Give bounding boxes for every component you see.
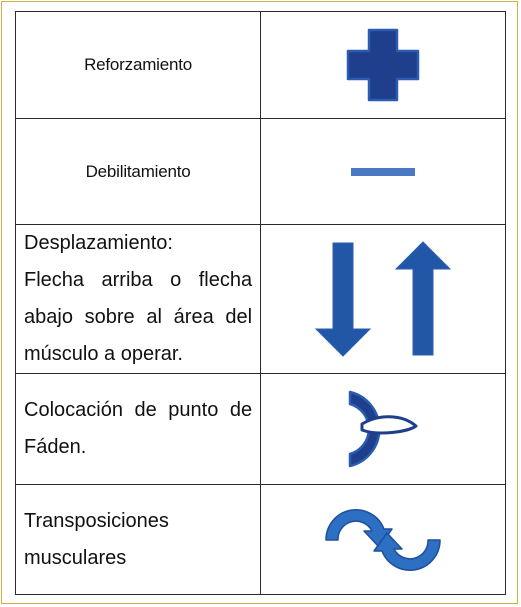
label-cell: [16, 374, 261, 485]
label-cell: [16, 485, 261, 595]
row-label-reforzamiento: Reforzamiento: [84, 55, 193, 74]
icon-cell: [261, 225, 506, 374]
table-row: [16, 374, 506, 485]
row-label-debilitamiento: Debilitamiento: [85, 161, 191, 181]
label-cell: [16, 225, 261, 374]
row-label-line-1: Desplazamiento:: [24, 232, 173, 254]
plus-icon: [343, 25, 423, 105]
table-row: [16, 12, 506, 119]
symbol-legend-table: [15, 11, 506, 595]
down-arrow-icon: [316, 243, 370, 356]
icon-cell: [261, 119, 506, 225]
table-row: [16, 225, 506, 374]
up-down-arrows-icon: [313, 239, 453, 359]
label-cell: [16, 12, 261, 119]
icon-cell: [261, 485, 506, 595]
label-cell: [16, 119, 261, 225]
circular-arrows-icon: [318, 495, 448, 585]
up-arrow-icon: [396, 242, 450, 355]
minus-icon: [348, 165, 418, 179]
table-row: [16, 119, 506, 225]
icon-cell: [261, 12, 506, 119]
row-label-line-2: Flecha arriba o flecha abajo sobre al área del músculo a operar.: [24, 269, 253, 365]
table-row: [16, 485, 506, 595]
row-label-desplazamiento: [16, 225, 260, 373]
row-label-faden: Colocación de punto de Fáden.: [24, 399, 253, 458]
rotate-arrow-lower-icon: [374, 533, 440, 570]
faden-suture-icon: [338, 384, 428, 474]
icon-cell: [261, 374, 506, 485]
row-label-transposiciones: Transposiciones musculares: [24, 509, 169, 569]
